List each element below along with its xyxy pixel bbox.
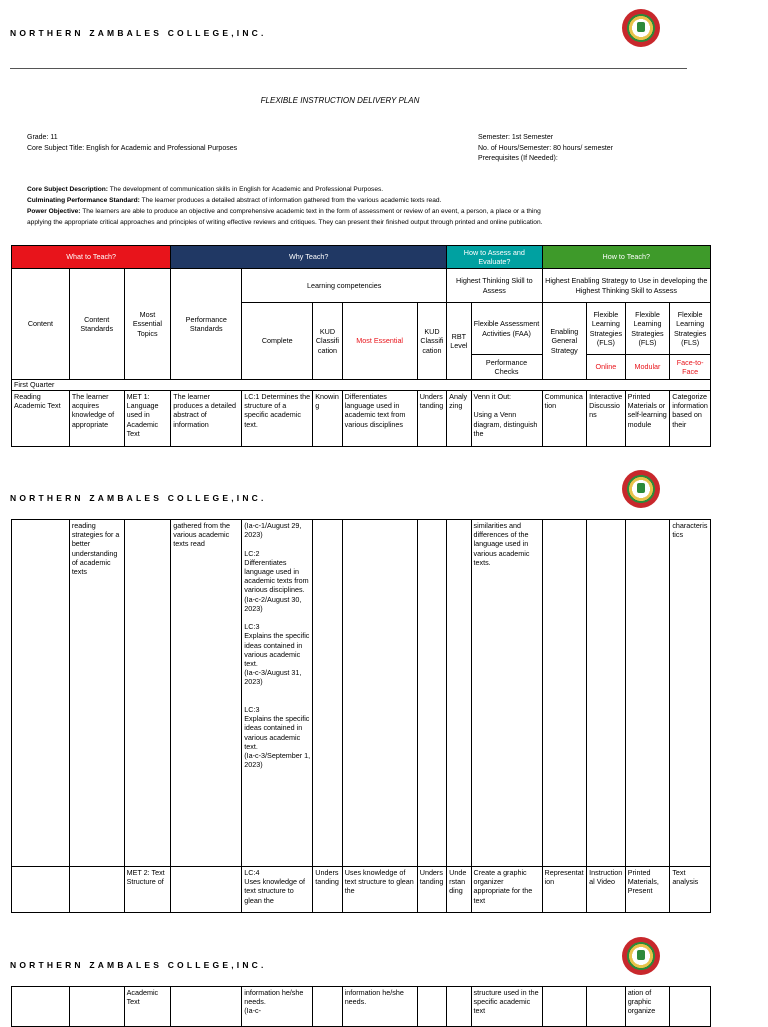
table-cell: (Ia-c-1/August 29, 2023) LC:2 Differentiates language used in academic texts from various disciplines. (Ia-c-2/August 30, 2023) LC:3 Explains the specific ideas contained in various academic text. (Ia-c-3/August 31, 2023) LC:3 Explains the specific ideas contained in various academic text. (Ia-c-3/September 1, 2023) [242, 520, 313, 867]
table-cell [447, 520, 471, 867]
core-subject-description: Core Subject Description: The development of communication skills in English for Academic and Professional Purposes. [27, 186, 384, 193]
table-cell [417, 987, 446, 1027]
table-cell [417, 520, 446, 867]
table-cell: Knowing [313, 391, 342, 447]
col-face-to-face: Face-to-Face [670, 355, 711, 380]
power-objective: Power Objective: The learners are able to produce an objective and comprehensive academic text in the form of assessment or review of an event, a person, a place or a thing [27, 208, 541, 215]
core-subject-title: Core Subject Title: English for Academic and Professional Purposes [27, 144, 238, 152]
col-online: Online [587, 355, 626, 380]
table-cell: LC:1 Determines the structure of a specific academic text. [242, 391, 313, 447]
table-cell [542, 987, 587, 1027]
table-cell: information he/she needs. [342, 987, 417, 1027]
table-cell [542, 520, 587, 867]
col-kud2: KUD Classification [417, 303, 446, 380]
table-cell [12, 867, 70, 913]
col-performance-standards: Performance Standards [171, 269, 242, 380]
first-quarter-row: First Quarter [12, 380, 711, 391]
grade-label: Grade: 11 [27, 134, 58, 141]
table-cell: Instructional Video [587, 867, 626, 913]
table-cell: The learner produces a detailed abstract of information [171, 391, 242, 447]
table-cell [171, 987, 242, 1027]
col-hes: Highest Enabling Strategy to Use in developing the Highest Thinking Skill to Assess [542, 269, 711, 303]
table-cell: characteristics [670, 520, 711, 867]
table-cell [12, 520, 70, 867]
col-content-standards: Content Standards [69, 269, 124, 380]
college-seal-icon [622, 9, 660, 47]
college-seal-icon [622, 470, 660, 508]
table-cell: Create a graphic organizer appropriate for the text [471, 867, 542, 913]
prerequisites-label: Prerequisites (If Needed): [478, 155, 558, 162]
table-cell [171, 867, 242, 913]
hours-label: No. of Hours/Semester: 80 hours/ semester [478, 144, 613, 152]
how-assess-header: How to Assess and Evaluate? [447, 246, 542, 269]
table-cell [69, 987, 124, 1027]
col-hts: Highest Thinking Skill to Assess [447, 269, 542, 303]
table-cell: MET 1: Language used in Academic Text [124, 391, 171, 447]
col-met: Most Essential Topics [124, 269, 171, 380]
table-cell: ation of graphic organize [625, 987, 670, 1027]
power-objective-cont: applying the appropriate critical approaches and principles of writing effective reviews and critiques. They can present their finished output through printed and online publication. [27, 219, 543, 226]
table-cell [587, 987, 626, 1027]
table-cell: Representation [542, 867, 587, 913]
plan-table-page2 [11, 519, 711, 913]
subject-meta-right [478, 133, 613, 165]
table-cell [587, 520, 626, 867]
table-cell: Text analysis [670, 867, 711, 913]
table-cell: Differentiates language used in academic text from various disciplines [342, 391, 417, 447]
college-seal-icon [622, 937, 660, 975]
table-cell [447, 987, 471, 1027]
table-cell: Understanding [417, 391, 446, 447]
college-name: NORTHERN ZAMBALES COLLEGE,INC. [10, 493, 267, 503]
col-most-essential: Most Essential [342, 303, 417, 380]
what-to-teach-header: What to Teach? [12, 246, 171, 269]
table-cell [69, 867, 124, 913]
table-cell: reading strategies for a better understanding of academic texts [69, 520, 124, 867]
table-cell [625, 520, 670, 867]
col-fls-2: Flexible Learning Strategies (FLS) [625, 303, 670, 355]
col-modular: Modular [625, 355, 670, 380]
table-cell: gathered from the various academic texts read [171, 520, 242, 867]
college-name: NORTHERN ZAMBALES COLLEGE,INC. [10, 960, 267, 970]
table-cell [12, 987, 70, 1027]
table-cell: Printed Materials, Present [625, 867, 670, 913]
table-cell: Understanding [447, 867, 471, 913]
col-kud1: KUD Classification [313, 303, 342, 380]
table-cell: structure used in the specific academic text [471, 987, 542, 1027]
how-teach-header: How to Teach? [542, 246, 711, 269]
col-complete: Complete [242, 303, 313, 380]
table-cell: similarities and differences of the language used in various academic texts. [471, 520, 542, 867]
subject-meta-left [27, 133, 237, 154]
college-name: NORTHERN ZAMBALES COLLEGE,INC. [10, 28, 267, 38]
subject-descriptions [27, 184, 542, 228]
plan-table-page3 [11, 986, 711, 1027]
document-title: FLEXIBLE INSTRUCTION DELIVERY PLAN [260, 96, 420, 105]
why-teach-header: Why Teach? [171, 246, 447, 269]
table-cell: LC:4 Uses knowledge of text structure to glean the [242, 867, 313, 913]
table-cell: Uses knowledge of text structure to glean the [342, 867, 417, 913]
table-cell [342, 520, 417, 867]
table-cell [313, 987, 342, 1027]
col-egs: Enabling General Strategy [542, 303, 587, 380]
table-cell: information he/she needs. (Ia-c- [242, 987, 313, 1027]
col-fls-1: Flexible Learning Strategies (FLS) [587, 303, 626, 355]
col-performance-checks: Performance Checks [471, 355, 542, 380]
col-rbt: RBT Level [447, 303, 471, 380]
table-cell: Printed Materials or self-learning module [625, 391, 670, 447]
table-cell: Understanding [417, 867, 446, 913]
semester-label: Semester: 1st Semester [478, 134, 554, 141]
col-fls-3: Flexible Learning Strategies (FLS) [670, 303, 711, 355]
col-faa: Flexible Assessment Activities (FAA) [471, 303, 542, 355]
table-cell: Academic Text [124, 987, 171, 1027]
table-cell: Understanding [313, 867, 342, 913]
table-cell: Venn it Out: Using a Venn diagram, distinguish the [471, 391, 542, 447]
table-cell: MET 2: Text Structure of [124, 867, 171, 913]
table-cell: Categorize information based on their [670, 391, 711, 447]
col-learning-competencies: Learning competencies [242, 269, 447, 303]
header-rule [10, 68, 687, 69]
table-cell: The learner acquires knowledge of appropriate [69, 391, 124, 447]
table-cell [313, 520, 342, 867]
table-cell [670, 987, 711, 1027]
table-cell: Reading Academic Text [12, 391, 70, 447]
culminating-performance-standard: Culminating Performance Standard: The learner produces a detailed abstract of information gathered from the various academic texts read. [27, 197, 442, 204]
table-cell: Communication [542, 391, 587, 447]
table-cell [124, 520, 171, 867]
col-content: Content [12, 269, 70, 380]
plan-table-page1 [11, 245, 711, 447]
table-cell: Analyzing [447, 391, 471, 447]
table-cell: Interactive Discussions [587, 391, 626, 447]
